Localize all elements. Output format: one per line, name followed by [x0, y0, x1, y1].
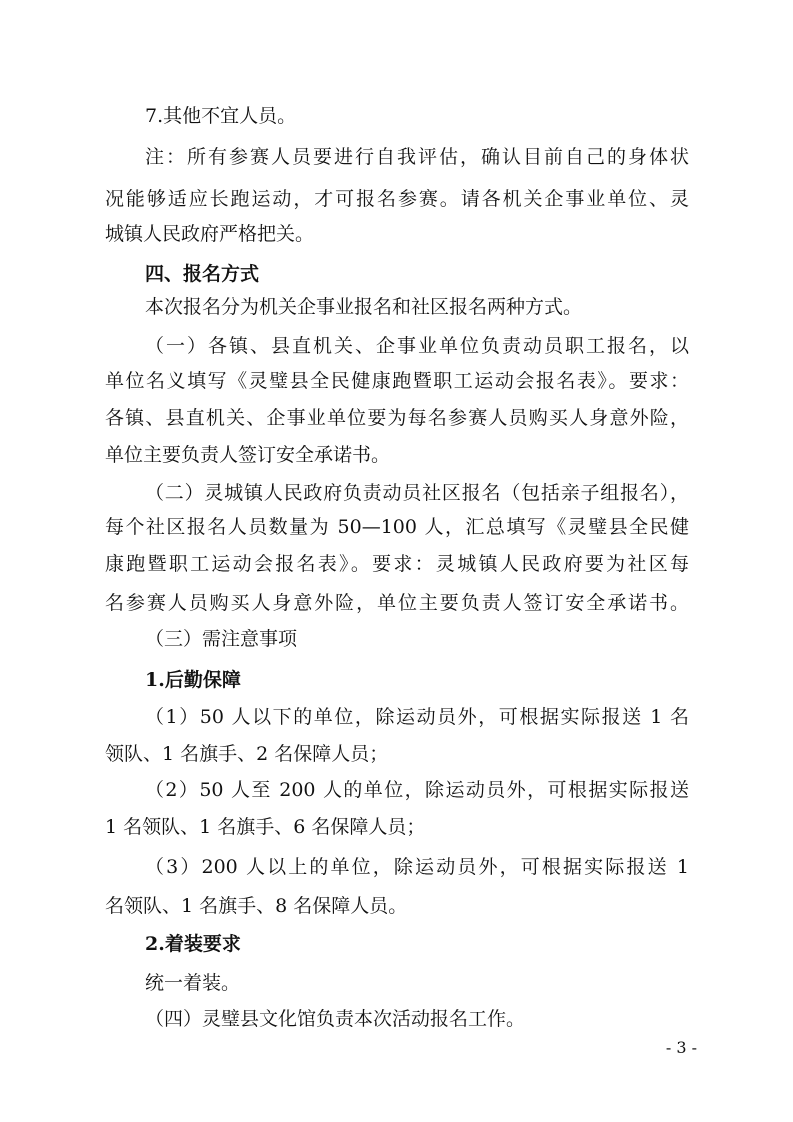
section-heading: 2.着装要求: [145, 933, 241, 955]
text-line: （3）200 人以上的单位，除运动员外，可根据实际报送 1: [145, 856, 689, 878]
text-line: 单位主要负责人签订安全承诺书。: [105, 444, 391, 466]
text-line: 统一着装。: [145, 972, 241, 994]
text-line: 1 名领队、1 名旗手、6 名保障人员；: [105, 816, 426, 838]
text-line: 每个社区报名人员数量为 50—100 人，汇总填写《灵璧县全民健: [105, 516, 689, 538]
text-line: 名参赛人员购买人身意外险，单位主要负责人签订安全承诺书。: [105, 592, 689, 614]
text-line: 7.其他不宜人员。: [145, 105, 297, 127]
text-line: （2）50 人至 200 人的单位，除运动员外，可根据实际报送: [145, 779, 689, 801]
text-line: 况能够适应长跑运动，才可报名参赛。请各机关企事业单位、灵: [105, 188, 689, 210]
text-line: 单位名义填写《灵璧县全民健康跑暨职工运动会报名表》。要求：: [105, 370, 689, 392]
text-line: （四）灵璧县文化馆负责本次活动报名工作。: [145, 1008, 526, 1030]
text-line: （二）灵城镇人民政府负责动员社区报名（包括亲子组报名），: [145, 482, 689, 504]
text-line: 注：所有参赛人员要进行自我评估，确认目前自己的身体状: [145, 146, 689, 168]
section-heading: 四、报名方式: [145, 263, 260, 285]
text-line: （一）各镇、县直机关、企事业单位负责动员职工报名，以: [145, 335, 689, 357]
text-line: 城镇人民政府严格把关。: [105, 223, 315, 245]
text-line: 领队、1 名旗手、2 名保障人员；: [105, 743, 389, 765]
text-line: （三）需注意事项: [145, 628, 298, 650]
text-line: 各镇、县直机关、企事业单位要为每名参赛人员购买人身意外险，: [105, 407, 689, 429]
text-line: 本次报名分为机关企事业报名和社区报名两种方式。: [145, 296, 583, 318]
page-number: - 3 -: [665, 1038, 697, 1057]
text-line: 名领队、1 名旗手、8 名保障人员。: [105, 895, 408, 917]
section-heading: 1.后勤保障: [145, 669, 241, 691]
text-line: （1）50 人以下的单位，除运动员外，可根据实际报送 1 名: [145, 706, 689, 728]
text-line: 康跑暨职工运动会报名表》。要求：灵城镇人民政府要为社区每: [105, 553, 689, 575]
